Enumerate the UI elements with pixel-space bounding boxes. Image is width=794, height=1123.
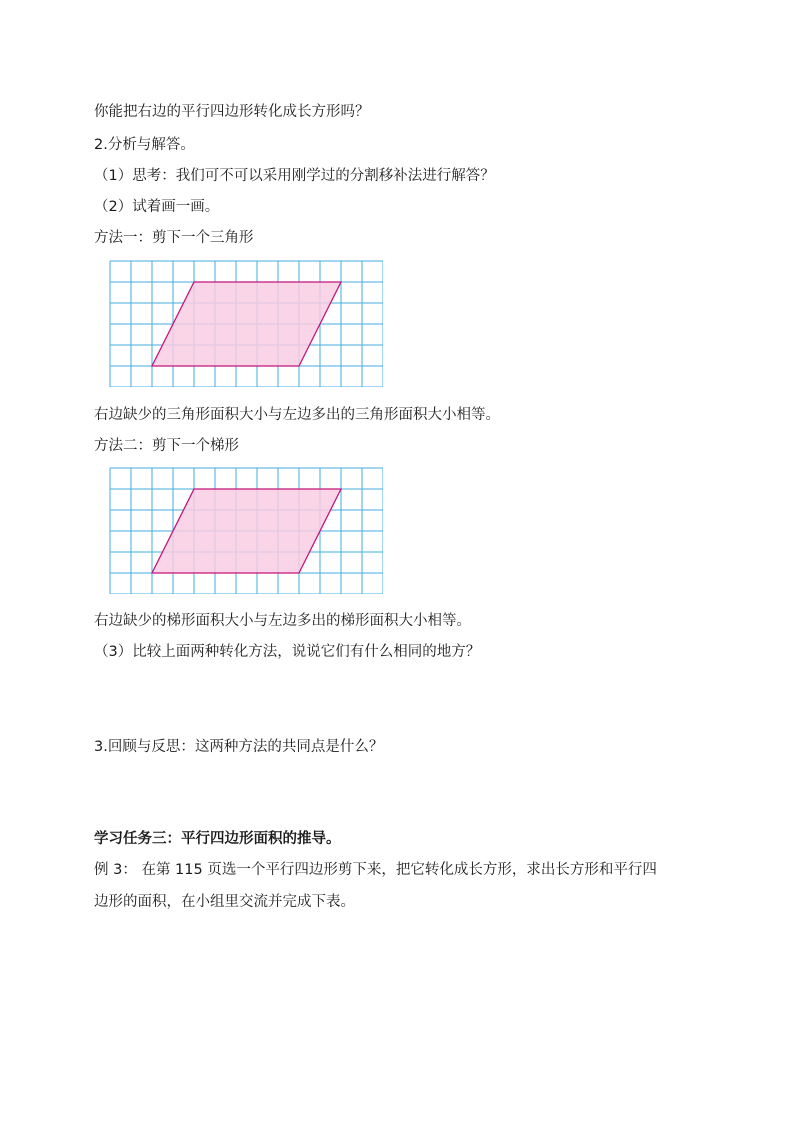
- step-3-compare: （3）比较上面两种转化方法，说说它们有什么相同的地方？: [94, 644, 481, 660]
- parallelogram-shape: [152, 489, 341, 573]
- example-3-text-line-1: 例 3： 在第 115 页选一个平行四边形剪下来，把它转化成长方形，求出长方形和平行四: [94, 862, 657, 878]
- method-1-label: 方法一：剪下一个三角形: [94, 230, 254, 246]
- question-intro: 你能把右边的平行四边形转化成长方形吗？: [94, 104, 370, 120]
- parallelogram-shape: [152, 282, 341, 366]
- method-2-note: 右边缺少的梯形面积大小与左边多出的梯形面积大小相等。: [94, 613, 471, 629]
- learning-task-3-heading: 学习任务三：平行四边形面积的推导。: [94, 831, 341, 847]
- method-2-label: 方法二：剪下一个梯形: [94, 438, 239, 454]
- step-1-think: （1）思考：我们可不可以采用刚学过的分割移补法进行解答？: [94, 168, 495, 184]
- step-2-draw: （2）试着画一画。: [94, 199, 220, 215]
- grid-diagram-method-1: [109, 260, 383, 387]
- example-3-text-line-2: 边形的面积，在小组里交流并完成下表。: [94, 894, 355, 910]
- method-1-note: 右边缺少的三角形面积大小与左边多出的三角形面积大小相等。: [94, 407, 500, 423]
- section-3-review: 3.回顾与反思：这两种方法的共同点是什么？: [94, 739, 384, 755]
- section-2-heading: 2.分析与解答。: [94, 137, 195, 153]
- grid-diagram-method-2: [109, 467, 383, 594]
